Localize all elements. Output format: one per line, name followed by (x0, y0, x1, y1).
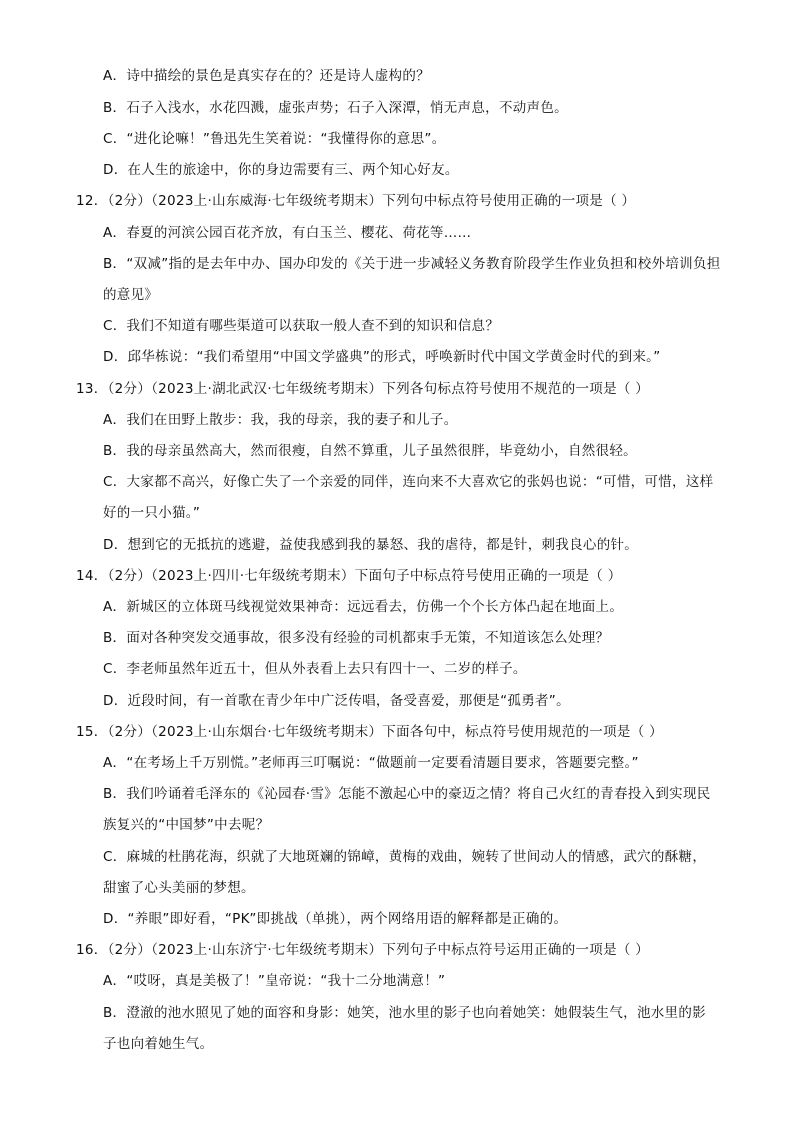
q15-option-b: B．我们吟诵着毛泽东的《沁园春·雪》怎能不激起心中的豪迈之情？将自己火红的青春投入到实现民 (103, 786, 711, 802)
q16-stem: 16．（2分）（2023上·山东济宁·七年级统考期末）下列句子中标点符号运用正确的一项是（ ） (76, 942, 650, 958)
q12-option-b: B．“双减”指的是去年中办、国办印发的《关于进一步减轻义务教育阶段学生作业负担和校外培训负担 (103, 256, 721, 272)
q15-option-c: C．麻城的杜鹃花海，织就了大地斑斓的锦嶂，黄梅的戏曲，婉转了世间动人的情感，武穴的酥糖， (103, 849, 707, 865)
q12-option-a: A．春夏的河滨公园百花齐放，有白玉兰、樱花、荷花等…… (103, 225, 472, 241)
q13-stem: 13．（2分）（2023上·湖北武汉·七年级统考期末）下列各句标点符号使用不规范的一项是（ ） (76, 381, 650, 397)
q11-option-a: A．诗中描绘的景色是真实存在的？还是诗人虚构的？ (103, 68, 430, 84)
q15-stem: 15．（2分）（2023上·山东烟台·七年级统考期末）下面各句中，标点符号使用规范的一项是（ ） (76, 724, 663, 740)
q13-option-d: D．想到它的无抵抗的逃避，益使我感到我的暴怒、我的虐待，都是针，刺我良心的针。 (103, 537, 639, 553)
q11-option-d: D．在人生的旅途中，你的身边需要有三、两个知心好友。 (103, 162, 459, 178)
q16-option-a: A．“哎呀，真是美极了！”皇帝说：“我十二分地满意！” (103, 973, 446, 989)
q16-option-b-cont: 子也向着她生气。 (103, 1036, 214, 1052)
q14-stem: 14．（2分）（2023上·四川·七年级统考期末）下面句子中标点符号使用正确的一项是（ ） (76, 568, 622, 584)
q12-option-d: D．邱华栋说：“我们希望用“中国文学盛典”的形式，呼唤新时代中国文学黄金时代的到来。” (103, 349, 661, 365)
q13-option-c: C．大家都不高兴，好像亡失了一个亲爱的同伴，连向来不大喜欢它的张妈也说：“可惜，可惜，这样 (103, 474, 714, 490)
q11-option-c: C．“进化论嘛！”鲁迅先生笑着说：“我懂得你的意思”。 (103, 131, 446, 147)
q14-option-c: C．李老师虽然年近五十，但从外表看上去只有四十一、二岁的样子。 (103, 661, 527, 677)
q11-option-b: B．石子入浅水，水花四溅，虚张声势；石子入深潭，悄无声息，不动声色。 (103, 100, 568, 116)
q14-option-a: A．新城区的立体斑马线视觉效果神奇：远远看去，仿佛一个个长方体凸起在地面上。 (103, 599, 624, 615)
q13-option-c-cont: 好的一只小猫。” (103, 505, 201, 521)
q12-option-b-cont: 的意见》 (103, 287, 159, 303)
q16-option-b: B．澄澈的池水照见了她的面容和身影：她笑，池水里的影子也向着她笑：她假装生气，池水里的影 (103, 1005, 706, 1021)
q13-option-b: B．我的母亲虽然高大，然而很瘦，自然不算重，儿子虽然很胖，毕竟幼小，自然很轻。 (103, 443, 637, 459)
q14-option-d: D．近段时间，有一首歌在青少年中广泛传唱，备受喜爱，那便是“孤勇者”。 (103, 693, 570, 709)
q12-stem: 12．（2分）（2023上·山东威海·七年级统考期末）下列句中标点符号使用正确的一项是（ ） (76, 193, 636, 209)
q15-option-a: A．“在考场上千万别慌。”老师再三叮嘱说：“做题前一定要看清题目要求，答题要完整。” (103, 755, 639, 771)
q15-option-b-cont: 族复兴的“中国梦”中去呢？ (103, 817, 270, 833)
q15-option-d: D．“养眼”即好看，“PK”即挑战（单挑），两个网络用语的解释都是正确的。 (103, 911, 568, 927)
q12-option-c: C．我们不知道有哪些渠道可以获取一般人查不到的知识和信息？ (103, 318, 500, 334)
q13-option-a: A．我们在田野上散步：我，我的母亲，我的妻子和儿子。 (103, 412, 458, 428)
q14-option-b: B．面对各种突发交通事故，很多没有经验的司机都束手无策，不知道该怎么处理？ (103, 630, 610, 646)
q15-option-c-cont: 甜蜜了心头美丽的梦想。 (103, 880, 255, 896)
